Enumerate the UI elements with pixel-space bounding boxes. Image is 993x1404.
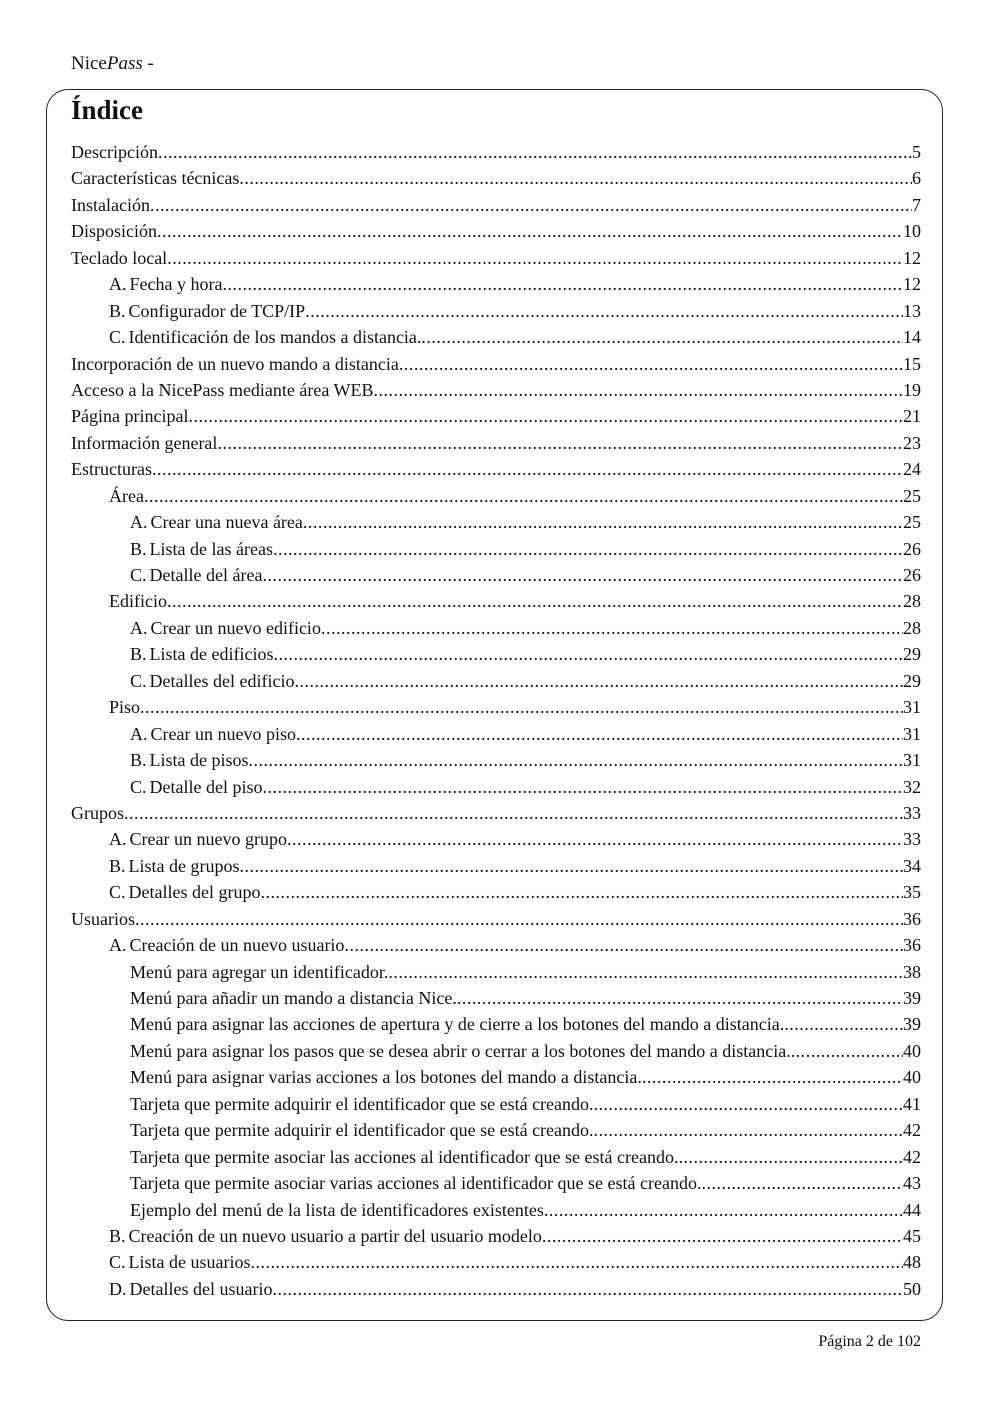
toc-entry[interactable] [71,1011,921,1037]
toc-entry-page-number: 42 [903,1120,921,1141]
toc-entry-label: Menú para agregar un identificador. [130,961,389,982]
toc-entry[interactable] [71,853,921,879]
toc-entry-page-number: 36 [903,908,921,929]
dot-leader [784,1011,903,1037]
page-title: Índice [71,95,144,125]
toc-entry-page-number: 40 [903,1040,921,1061]
toc-entry[interactable] [71,1117,921,1143]
dot-leader [140,694,903,720]
dot-leader [374,377,903,403]
toc-entry-page-number: 23 [903,432,921,453]
toc-entry[interactable] [71,985,921,1011]
toc-entry-prefix: B. [109,300,126,321]
toc-entry-page-number: 12 [903,247,921,268]
dot-leader [167,588,903,614]
dot-leader [305,298,903,324]
toc-entry-label: Menú para asignar los pasos que se desea abrir o cerrar a los botones del mando a distancia. [130,1040,791,1061]
page-footer: Página 2 de 102 [818,1333,921,1350]
toc-entry-prefix: B. [109,1225,126,1246]
dot-leader [303,509,903,535]
dot-leader [135,906,903,932]
toc-entry-label: Piso [109,697,141,718]
toc-entry[interactable] [71,959,921,985]
toc-entry-page-number: 26 [903,538,921,559]
toc-entry-prefix: C. [130,565,147,585]
toc-entry-prefix: B. [109,855,126,876]
toc-entry-page-number: 15 [903,353,921,374]
toc-entry-prefix: A. [109,274,127,295]
toc-entry-label: Detalles del grupo [128,882,261,903]
toc-entry-page-number: 39 [903,988,921,1008]
dot-leader [544,1197,903,1223]
dot-leader [251,1249,904,1275]
toc-entry-label: Características técnicas [71,168,240,189]
toc-entry-page-number: 42 [903,1146,921,1167]
toc-entry-label: Identificación de los mandos a distancia. [128,327,422,348]
toc-entry-label: Ejemplo del menú de la lista de identificadores existentes [130,1199,544,1220]
toc-entry-label: Teclado local [71,247,168,268]
toc-entry-prefix: C. [109,1252,126,1273]
toc-entry[interactable] [71,509,921,535]
toc-entry-page-number: 7 [912,194,921,215]
toc-entry-prefix: A. [109,935,127,956]
dot-leader [344,932,903,958]
dot-leader [642,1064,903,1090]
toc-entry-page-number: 5 [912,142,921,162]
toc-entry[interactable] [71,1276,921,1302]
dot-leader [188,403,903,429]
toc-entry-page-number: 14 [903,327,921,348]
running-header [71,52,154,76]
toc-entry-label: Crear un nuevo edificio [150,617,321,638]
toc-entry[interactable] [71,1223,921,1249]
toc-entry[interactable] [71,1249,921,1275]
toc-entry-page-number: 50 [903,1278,921,1299]
toc-entry[interactable] [71,668,921,694]
toc-entry[interactable] [71,694,921,720]
toc-entry-page-number: 45 [903,1225,921,1246]
brand-name-italic: Pass [106,53,143,74]
toc-entry-page-number: 25 [903,485,921,506]
dot-leader [240,853,904,879]
toc-entry-page-number: 43 [903,1173,921,1194]
toc-entry-page-number: 28 [903,591,921,612]
toc-entry-page-number: 34 [903,855,921,876]
toc-entry[interactable] [71,747,921,773]
toc-entry-prefix: C. [109,327,126,348]
dot-leader [157,218,903,244]
dot-leader [158,139,912,165]
toc-entry-page-number: 24 [903,459,921,480]
dot-leader [388,959,903,985]
toc-entry-label: Instalación [71,194,150,215]
dot-leader [249,747,903,773]
toc-entry-prefix: A. [130,723,148,744]
toc-entry[interactable] [71,377,921,403]
toc-entry-label: Detalles del edificio [149,670,295,691]
toc-entry[interactable] [71,165,921,191]
toc-entry-label: Menú para asignar varias acciones a los botones del mando a distancia. [130,1067,642,1088]
toc-entry-label: Acceso a la NicePass mediante área WEB [71,379,374,400]
toc-entry-page-number: 35 [903,882,921,903]
toc-entry-label: Descripción [71,142,158,162]
toc-entry[interactable] [71,271,921,297]
dot-leader [152,456,903,482]
dot-leader [217,430,903,456]
dot-leader [144,483,903,509]
toc-entry-label: Incorporación de un nuevo mando a distancia [71,353,399,374]
dot-leader [272,1276,903,1302]
toc-entry[interactable] [71,139,921,165]
toc-entry-label: Información general [71,432,218,453]
toc-entry-prefix: A. [130,617,148,638]
toc-entry[interactable] [71,562,921,588]
toc-entry-label: Detalles del usuario [129,1278,273,1299]
toc-entry-page-number: 6 [912,168,921,189]
toc-entry-page-number: 39 [903,1014,921,1035]
toc-entry-page-number: 32 [903,776,921,797]
brand-name-plain: Nice [71,53,107,74]
toc-entry[interactable] [71,721,921,747]
dot-leader [273,641,903,667]
toc-entry-page-number: 38 [903,961,921,982]
dot-leader [287,826,903,852]
toc-entry[interactable] [71,218,921,244]
toc-entry-page-number: 40 [903,1067,921,1088]
toc-entry-label: Tarjeta que permite asociar las acciones al identificador que se está creando. [130,1146,679,1167]
dot-leader [124,800,903,826]
toc-entry-label: Fecha y hora [129,274,223,295]
toc-entry-label: Tarjeta que permite adquirir el identificador que se está creando. [130,1120,594,1141]
toc-entry-label: Grupos [71,802,124,823]
toc-entry-page-number: 33 [903,802,921,823]
toc-entry-page-number: 33 [903,829,921,850]
toc-entry-label: Creación de un nuevo usuario a partir del usuario modelo [128,1225,542,1246]
dot-leader [321,615,903,641]
toc-entry[interactable] [71,774,921,800]
toc-entry-label: Lista de pisos [149,750,249,771]
toc-entry[interactable] [71,932,921,958]
toc-entry-label: Lista de edificios [149,644,274,665]
toc-entry-label: Área [109,485,144,506]
toc-entry[interactable] [71,192,921,218]
toc-entry[interactable] [71,1064,921,1090]
dot-leader [222,271,903,297]
toc-entry-label: Creación de un nuevo usuario [129,935,345,956]
toc-entry-label: Detalle del área [149,565,263,585]
toc-entry[interactable] [71,588,921,614]
toc-entry[interactable] [71,351,921,377]
toc-entry-page-number: 25 [903,512,921,533]
toc-entry[interactable] [71,1170,921,1196]
toc-entry-prefix: C. [109,882,126,903]
toc-entry-page-number: 13 [903,300,921,321]
toc-entry-label: Detalle del piso [149,776,263,797]
dot-leader [399,351,903,377]
toc-entry[interactable] [71,1038,921,1064]
toc-entry-page-number: 26 [903,565,921,585]
toc-entry-page-number: 31 [903,750,921,771]
dot-leader [260,879,903,905]
toc-entry-page-number: 29 [903,670,921,691]
toc-entry-prefix: C. [130,776,147,797]
toc-entry[interactable] [71,800,921,826]
toc-entry-label: Estructuras [71,459,152,480]
toc-entry-label: Página principal [71,406,189,427]
toc-entry-prefix: B. [130,538,147,559]
toc-entry-prefix: A. [109,829,127,850]
toc-entry[interactable] [71,641,921,667]
dot-leader [594,1117,903,1143]
toc-entry-page-number: 36 [903,935,921,956]
toc-entry-label: Menú para añadir un mando a distancia Nice. [130,988,457,1008]
dot-leader [791,1038,903,1064]
dot-leader [421,324,903,350]
toc-entry-page-number: 21 [903,406,921,427]
toc-entry-page-number: 28 [903,617,921,638]
toc-entry[interactable] [71,1144,921,1170]
dot-leader [262,562,903,588]
toc-entry[interactable] [71,324,921,350]
table-of-contents [71,139,921,1302]
toc-entry-page-number: 19 [903,379,921,400]
toc-entry-label: Crear un nuevo grupo [129,829,287,850]
toc-entry[interactable] [71,298,921,324]
dot-leader [150,192,912,218]
toc-entry[interactable] [71,826,921,852]
toc-entry[interactable] [71,403,921,429]
toc-entry[interactable] [71,1197,921,1223]
toc-entry-label: Lista de las áreas [149,538,273,559]
toc-entry-prefix: C. [130,670,147,691]
toc-entry[interactable] [71,456,921,482]
toc-entry-label: Tarjeta que permite asociar varias acciones al identificador que se está creando. [130,1173,702,1194]
toc-entry-label: Usuarios [71,908,135,929]
toc-entry-page-number: 29 [903,644,921,665]
dot-leader [262,774,903,800]
toc-entry-label: Disposición [71,221,158,242]
toc-entry-prefix: A. [130,512,148,533]
dot-leader [678,1144,903,1170]
toc-entry-page-number: 12 [903,274,921,295]
toc-entry[interactable] [71,1091,921,1117]
toc-entry[interactable] [71,615,921,641]
toc-entry-label: Lista de usuarios [128,1252,251,1273]
toc-entry-label: Tarjeta que permite adquirir el identificador que se está creando. [130,1093,594,1114]
toc-entry-label: Crear un nuevo piso [150,723,296,744]
toc-entry[interactable] [71,879,921,905]
dot-leader [701,1170,903,1196]
toc-entry-label: Crear una nueva área [150,512,303,533]
toc-entry-page-number: 31 [903,723,921,744]
dot-leader [457,985,903,1011]
toc-entry[interactable] [71,483,921,509]
dot-leader [167,245,903,271]
dot-leader [239,165,912,191]
toc-entry-label: Lista de grupos [128,855,240,876]
toc-entry-prefix: B. [130,644,147,665]
toc-entry[interactable] [71,906,921,932]
toc-entry-prefix: D. [109,1278,127,1299]
toc-entry-page-number: 41 [903,1093,921,1114]
dot-leader [542,1223,903,1249]
toc-entry-page-number: 48 [903,1252,921,1273]
toc-entry-page-number: 10 [903,221,921,242]
toc-entry-prefix: B. [130,750,147,771]
dot-leader [294,668,903,694]
dot-leader [273,536,903,562]
toc-entry[interactable] [71,245,921,271]
toc-entry-page-number: 31 [903,697,921,718]
toc-entry-page-number: 44 [903,1199,921,1220]
toc-entry[interactable] [71,536,921,562]
toc-entry-label: Edificio [109,591,167,612]
toc-entry-label: Configurador de TCP/IP [128,300,306,321]
dot-leader [296,721,903,747]
toc-entry-label: Menú para asignar las acciones de apertura y de cierre a los botones del mando a distancia. [130,1014,785,1035]
toc-entry[interactable] [71,430,921,456]
header-suffix: - [142,53,154,74]
dot-leader [594,1091,903,1117]
